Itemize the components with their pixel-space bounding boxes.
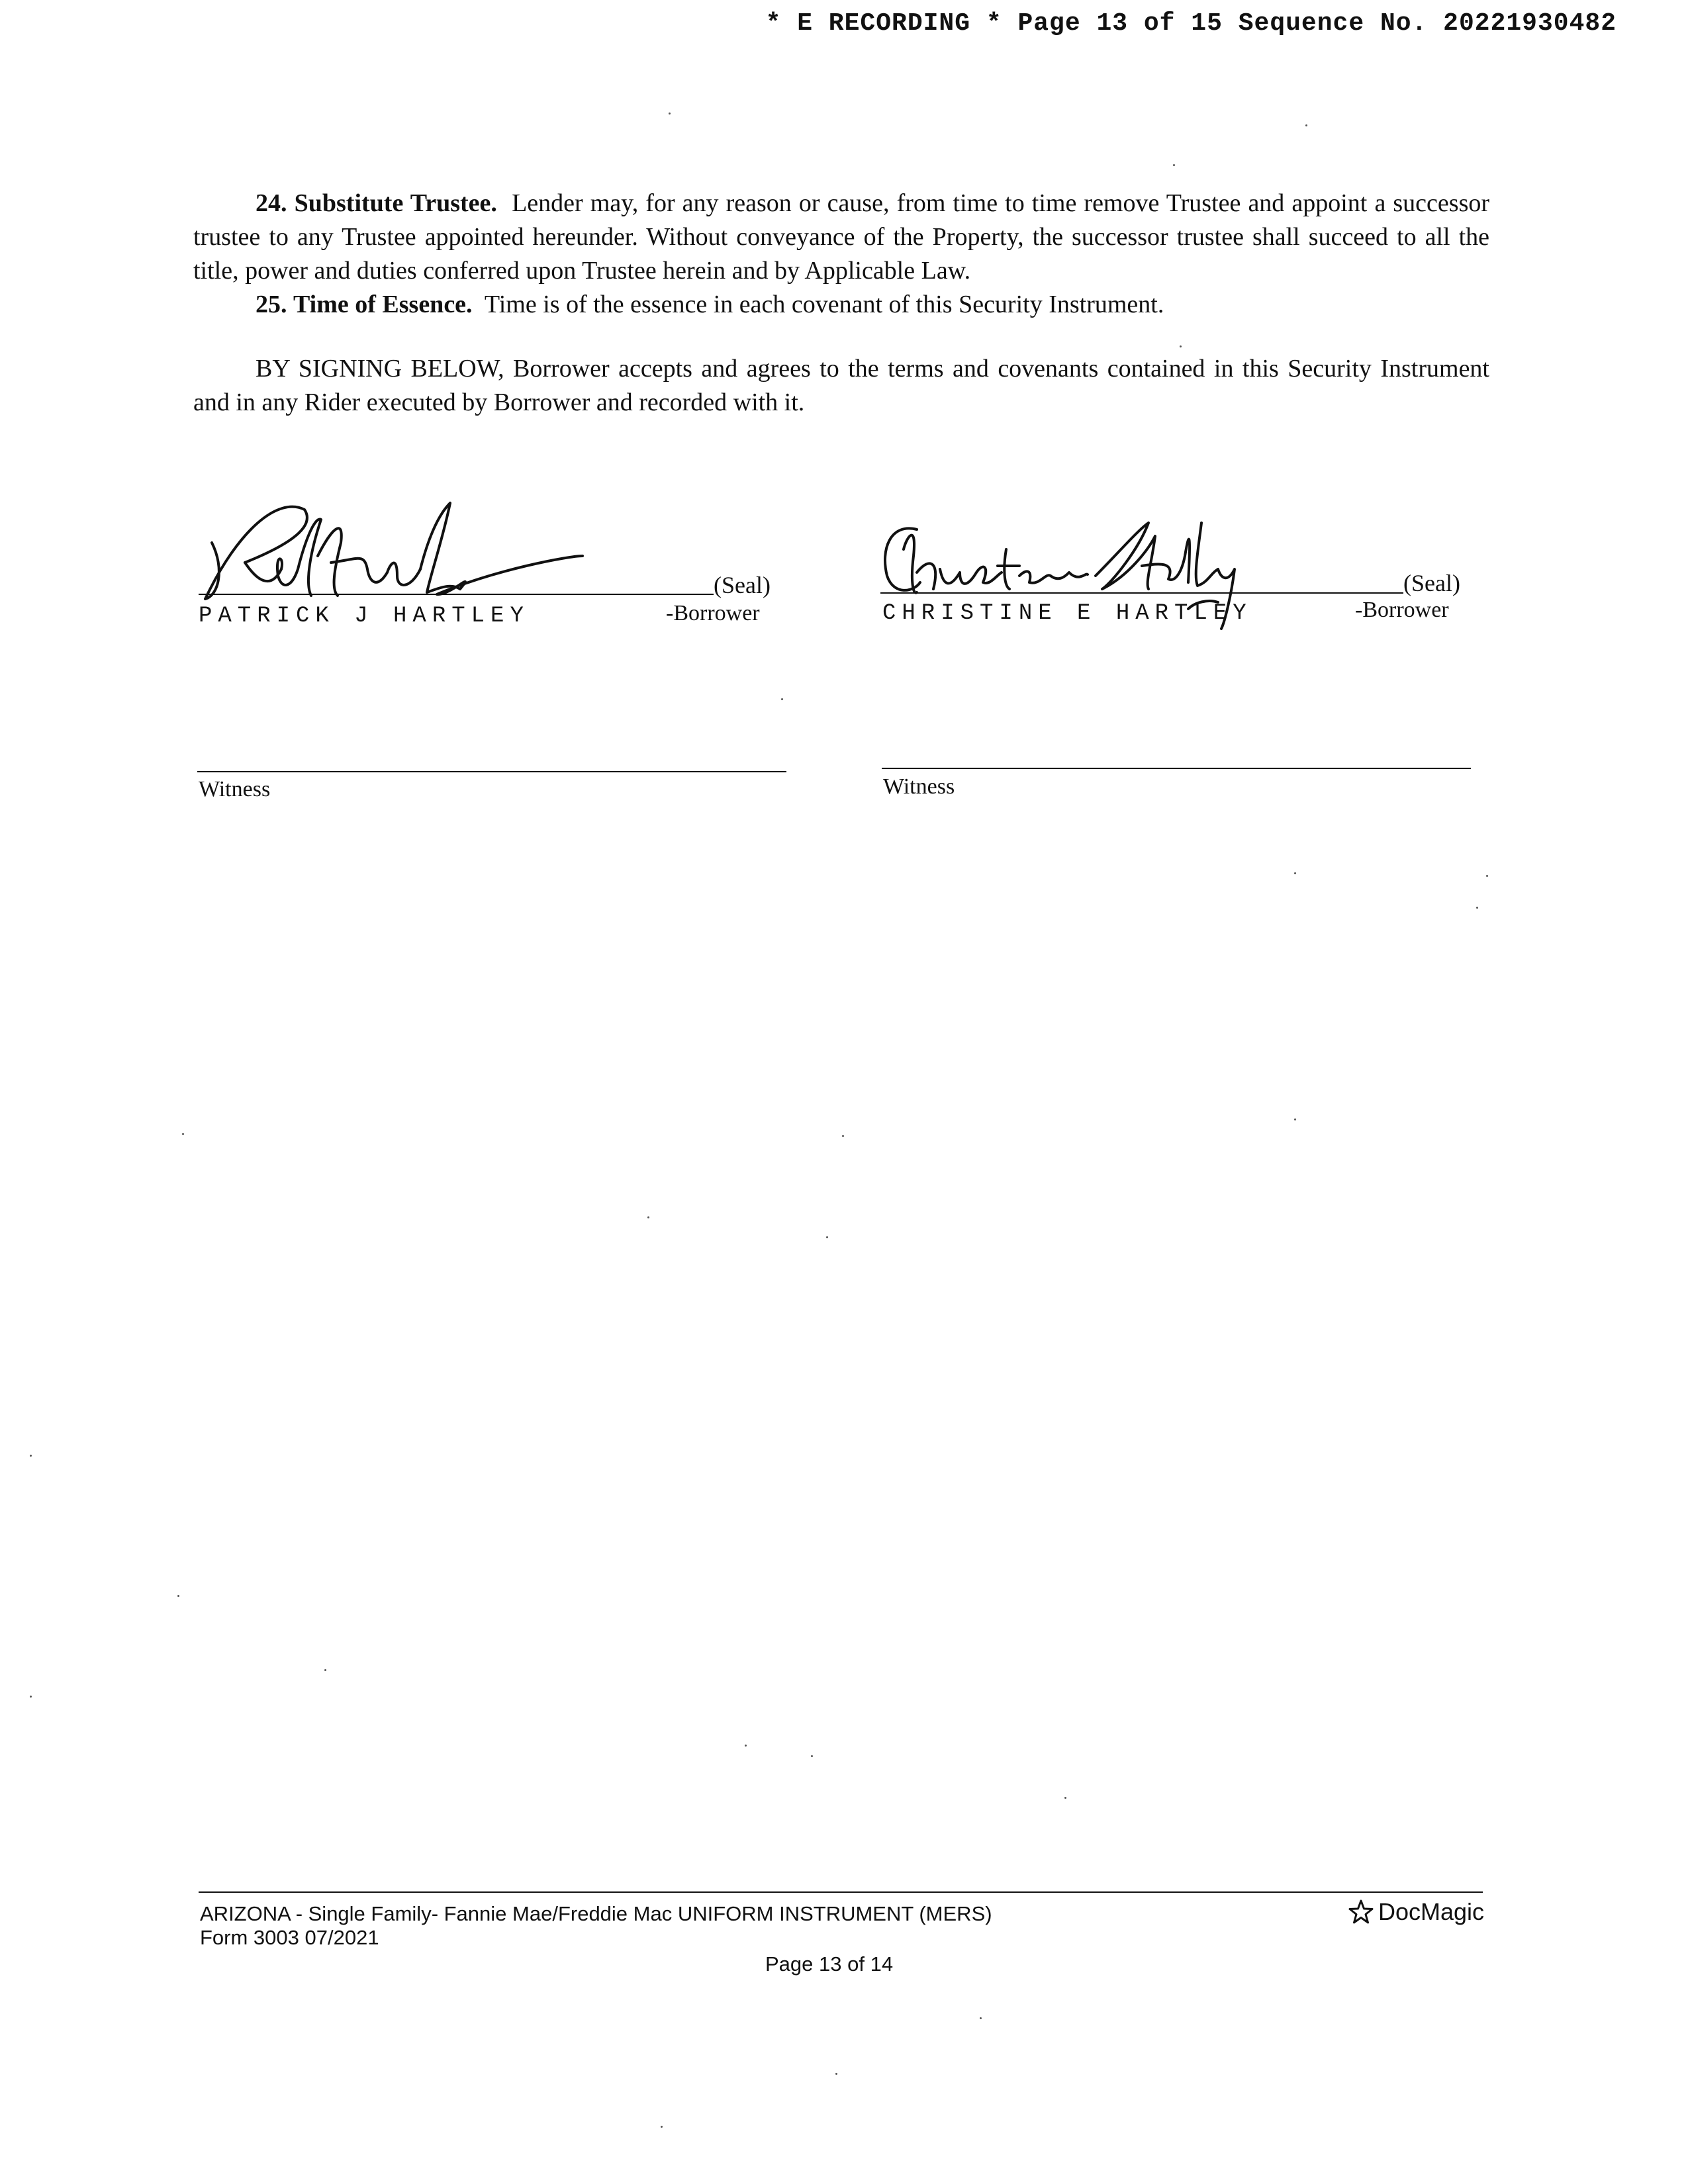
star-outline-icon	[1348, 1899, 1374, 1925]
scan-speck	[324, 1669, 326, 1671]
footer-page-number: Page 13 of 14	[765, 1952, 894, 1976]
scan-speck	[1294, 872, 1296, 874]
scan-speck	[30, 1455, 32, 1457]
borrower-2-name: CHRISTINE E HARTLEY	[882, 601, 1252, 626]
scan-speck	[177, 1595, 179, 1597]
section-25-text: Time is of the essence in each covenant of this Security Instrument.	[484, 291, 1164, 318]
signature-patrick-hartley	[199, 490, 596, 609]
witness-label-1: Witness	[199, 777, 271, 801]
seal-label-borrower-1: (Seal)	[714, 572, 771, 598]
scan-speck	[661, 2126, 663, 2128]
scan-speck	[1064, 1797, 1066, 1799]
borrower-2-role: -Borrower	[1355, 598, 1449, 622]
docmagic-brand: DocMagic	[1378, 1898, 1485, 1925]
section-24-number: 24.	[256, 189, 287, 217]
docmagic-logo	[1348, 1898, 1484, 1926]
scan-speck	[826, 1236, 828, 1238]
section-25	[193, 288, 1489, 322]
scan-speck	[811, 1755, 813, 1757]
scan-speck	[30, 1696, 32, 1698]
seal-label-borrower-2: (Seal)	[1403, 570, 1460, 596]
signing-statement: BY SIGNING BELOW, Borrower accepts and agrees to the terms and covenants contained in this Security Instrument and in any Rider executed by Borrower and recorded with it.	[193, 355, 1489, 416]
scan-speck	[835, 2073, 837, 2075]
scan-speck	[781, 698, 783, 700]
section-25-title: Time of Essence.	[293, 291, 473, 318]
section-24	[193, 187, 1489, 288]
witness-line-1	[197, 771, 786, 772]
scan-speck	[1476, 907, 1478, 909]
footer-form-title: ARIZONA - Single Family- Fannie Mae/Freddie Mac UNIFORM INSTRUMENT (MERS)	[200, 1902, 992, 1925]
scan-speck	[1305, 124, 1307, 126]
signature-line-borrower-1	[199, 594, 714, 595]
scan-speck	[669, 113, 671, 114]
scan-speck	[1173, 164, 1175, 166]
borrower-1-name: PATRICK J HARTLEY	[199, 604, 530, 629]
scan-speck	[745, 1745, 747, 1747]
scan-speck	[182, 1133, 184, 1135]
borrower-1-role: -Borrower	[666, 601, 760, 625]
recording-stamp: * E RECORDING * Page 13 of 15 Sequence No. 20221930482	[765, 9, 1617, 38]
section-24-title: Substitute Trustee.	[294, 189, 497, 217]
signature-line-borrower-2	[880, 592, 1403, 594]
witness-label-2: Witness	[883, 774, 955, 799]
section-25-number: 25.	[256, 291, 287, 318]
footer-rule	[199, 1891, 1483, 1893]
footer-form-number: Form 3003 07/2021	[200, 1926, 379, 1949]
scan-speck	[1294, 1118, 1296, 1120]
scan-speck	[980, 2017, 982, 2019]
scan-speck	[1180, 345, 1182, 347]
witness-line-2	[882, 768, 1471, 769]
document-body	[193, 187, 1489, 420]
scan-speck	[1486, 875, 1488, 877]
scan-speck	[842, 1135, 844, 1137]
section-24-text: Lender may, for any reason or cause, from time to time remove Trustee and appoint a successor trustee to any Trustee appointed hereunder. Without conveyance of the Property, the successor trustee shall succeed to all the title, power and duties conferred upon Trustee herein and by Applicable Law.	[193, 189, 1490, 285]
scan-speck	[647, 1216, 649, 1218]
